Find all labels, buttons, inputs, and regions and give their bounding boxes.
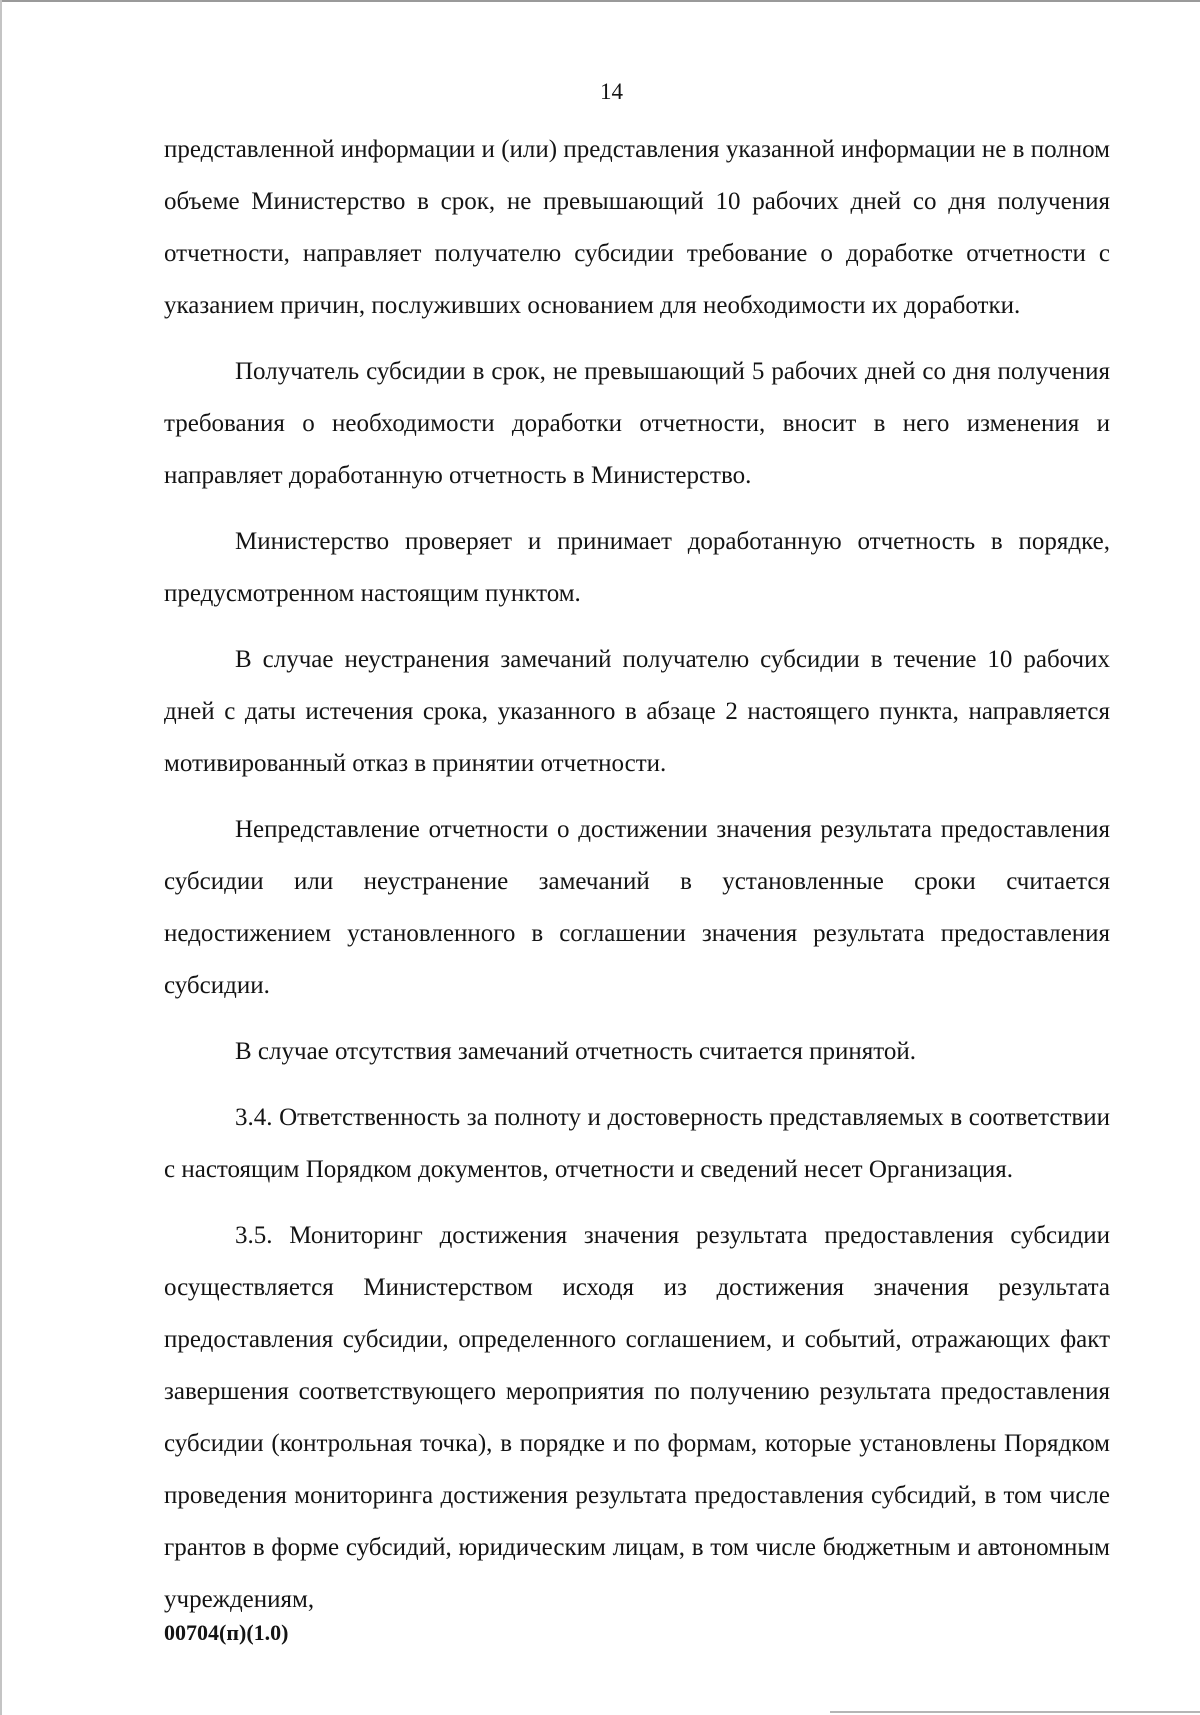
paragraph-continuation: представленной информации и (или) представления указанной информации не в полном объеме Министерство в срок, не превышающий 10 рабочих дней со дня получения отчетности, направляет получателю субсидии требование о доработке отчетности с указанием причин, послуживших основанием для необходимости их доработки. [164,136,1110,319]
paragraph-accepted: В случае отсутствия замечаний отчетность считается принятой. [235,1038,916,1065]
paragraph-section-3-4: 3.4. Ответственность за полноту и достоверность представляемых в соответствии с настоящим Порядком документов, отчетности и сведений несет Организация. [164,1104,1110,1183]
scan-edge-bottom [830,1711,1200,1713]
scan-edge-top [0,0,1200,2]
page-number: 14 [600,79,623,104]
paragraph-ministry-check: Министерство проверяет и принимает доработанную отчетность в порядке, предусмотренном настоящим пунктом. [164,528,1110,607]
scan-edge-left [0,0,2,1715]
paragraph-section-3-5: 3.5. Мониторинг достижения значения результата предоставления субсидии осуществляется Министерством исходя из достижения значения результата предоставления субсидии, определенного соглашением, и событий, отражающих факт завершения соответствующего мероприятия по получению результата предоставления субсидии (контрольная точка), в порядке и по формам, которые установлены Порядком проведения мониторинга достижения результата предоставления субсидий, в том числе грантов в форме субсидий, юридическим лицам, в том числе бюджетным и автономным учреждениям, [164,1222,1110,1613]
paragraph-recipient-revision: Получатель субсидии в срок, не превышающий 5 рабочих дней со дня получения требования о необходимости доработки отчетности, вносит в него изменения и направляет доработанную отчетность в Министерство. [164,358,1110,489]
paragraph-non-submission: Непредставление отчетности о достижении значения результата предоставления субсидии или неустранение замечаний в установленные сроки считается недостижением установленного в соглашении значения результата предоставления субсидии. [164,816,1110,999]
paragraph-refusal: В случае неустранения замечаний получателю субсидии в течение 10 рабочих дней с даты истечения срока, указанного в абзаце 2 настоящего пункта, направляется мотивированный отказ в принятии отчетности. [164,646,1110,777]
document-body [164,124,1110,1640]
document-code: 00704(п)(1.0) [164,1620,289,1645]
